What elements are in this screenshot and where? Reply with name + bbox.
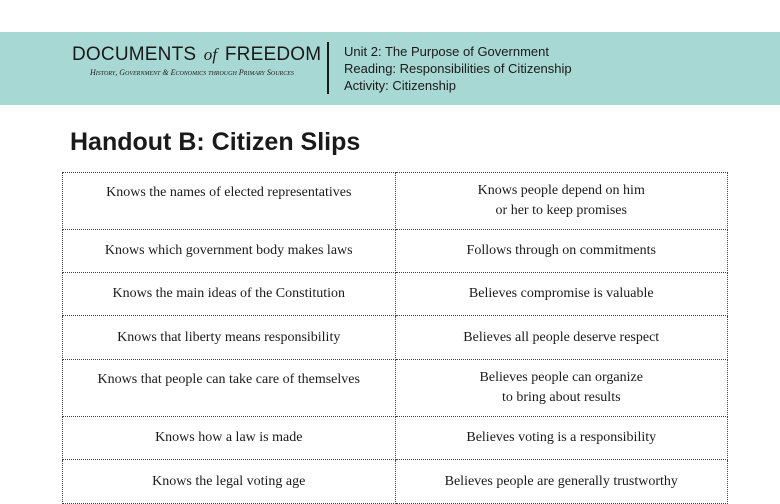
slip-cell: Knows the names of elected representatives: [63, 173, 396, 230]
table-row: [63, 273, 728, 316]
slip-cell: Follows through on commitments: [395, 230, 728, 273]
header-divider: [327, 42, 329, 94]
slip-cell: Knows the main ideas of the Constitution: [63, 273, 396, 316]
slip-cell: Believes all people deserve respect: [395, 316, 728, 360]
brand-subtitle: History, Government & Economics through Primary Sources: [90, 68, 294, 77]
unit-label: Unit 2: The Purpose of Government: [344, 44, 549, 59]
slip-cell: Believes voting is a responsibility: [395, 417, 728, 460]
slip-cell: Knows the legal voting age: [63, 460, 396, 504]
table-row: [63, 360, 728, 417]
table-row: [63, 173, 728, 230]
table-row: [63, 230, 728, 273]
unit-info: [344, 43, 572, 94]
handout-title: Handout B: Citizen Slips: [70, 128, 361, 156]
slip-cell: Knows that liberty means responsibility: [63, 316, 396, 360]
slip-cell: Knows people depend on him or her to keep promises: [395, 173, 728, 230]
brand-logo: [72, 44, 322, 77]
slip-cell: Knows which government body makes laws: [63, 230, 396, 273]
brand-title: DOCUMENTS of FREEDOM: [72, 44, 322, 65]
table-row: [63, 316, 728, 360]
reading-label: Reading: Responsibilities of Citizenship: [344, 61, 572, 76]
slip-cell: Believes compromise is valuable: [395, 273, 728, 316]
table-row: [63, 460, 728, 504]
table-row: [63, 417, 728, 460]
slip-cell: Believes people are generally trustworthy: [395, 460, 728, 504]
slip-cell: Knows how a law is made: [63, 417, 396, 460]
citizen-slips-table: [62, 172, 728, 504]
activity-label: Activity: Citizenship: [344, 78, 456, 93]
slip-cell: Knows that people can take care of themselves: [63, 360, 396, 417]
slip-cell: Believes people can organize to bring about results: [395, 360, 728, 417]
